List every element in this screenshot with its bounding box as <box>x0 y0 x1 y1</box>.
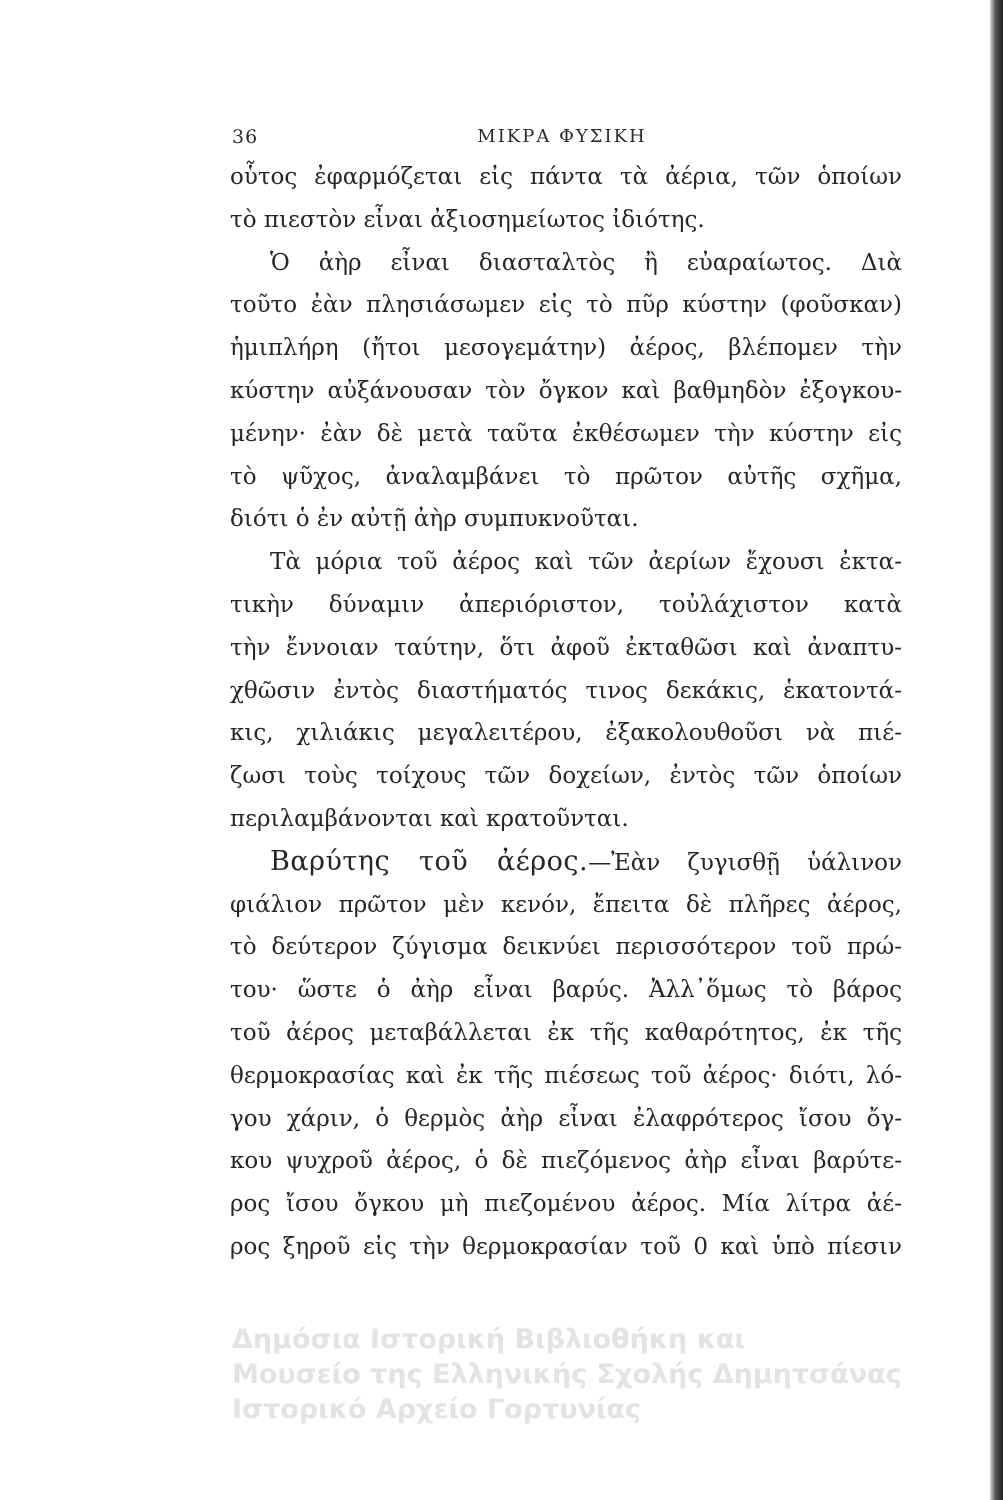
text-line: περιλαμβάνονται καὶ κρατοῦνται. <box>230 805 629 832</box>
library-watermark <box>232 1322 972 1427</box>
text-line: του· ὥστε ὁ ἀὴρ εἶναι βαρύς. Ἀλλ᾽ὅμως τὸ βάρος <box>230 977 902 1004</box>
text-line: ζωσι τοὺς τοίχους τῶν δοχείων, ἐντὸς τῶν ὁποίων <box>230 763 902 790</box>
watermark-line: Δημόσια Ιστορική Βιβλιοθήκη και <box>232 1324 745 1355</box>
text-line: τὸ δεύτερον ζύγισμα δεικνύει περισσότερον τοῦ πρώ- <box>230 934 902 961</box>
body-text <box>230 156 902 1269</box>
text-line: φιάλιον πρῶτον μὲν κενόν, ἔπειτα δὲ πλῆρες ἀέρος, <box>230 891 902 918</box>
section-heading: Βαρύτης τοῦ ἀέρος. <box>270 845 589 877</box>
paragraph-start-line: Ὁ ἀὴρ εἶναι διασταλτὸς ἢ εὐαραίωτος. Διὰ <box>270 249 902 276</box>
running-title: ΜΙΚΡΑ ΦΥΣΙΚΗ <box>477 126 647 147</box>
text-line: κις, χιλιάκις μεγαλειτέρου, ἐξακολουθοῦσι νὰ πιέ- <box>230 720 902 747</box>
page-edge-shadow <box>990 0 1003 1500</box>
text-line: οὗτος ἐφαρμόζεται εἰς πάντα τὰ ἀέρια, τῶν ὁποίων <box>230 164 902 190</box>
text-line: ρος ἴσου ὄγκου μὴ πιεζομένου ἀέρος. Μία λίτρα ἀέ- <box>230 1191 902 1218</box>
text-line: τὸ πιεστὸν εἶναι ἀξιοσημείωτος ἰδιότης. <box>230 206 705 233</box>
text-line: τὸ ψῦχος, ἀναλαμβάνει τὸ πρῶτον αὐτῆς σχῆμα, <box>230 463 902 490</box>
section-heading-line <box>230 841 902 884</box>
text-line: διότι ὁ ἐν αὐτῇ ἀὴρ συμπυκνοῦται. <box>230 506 639 533</box>
text-line: ρος ξηροῦ εἰς τὴν θερμοκρασίαν τοῦ 0 καὶ ὑπὸ πίεσιν <box>230 1233 902 1260</box>
text-line: τικὴν δύναμιν ἀπεριόριστον, τοὐλάχιστον κατὰ <box>230 591 902 618</box>
watermark-line: Μουσείο της Ελληνικής Σχολής Δημητσάνας <box>232 1359 902 1390</box>
text-line: τὴν ἔννοιαν ταύτην, ὅτι ἀφοῦ ἐκταθῶσι καὶ ἀναπτυ- <box>230 634 902 661</box>
watermark-line: Ιστορικό Αρχείο Γορτυνίας <box>232 1394 641 1425</box>
page-number: 36 <box>232 126 259 148</box>
text-line: γου χάριν, ὁ θερμὸς ἀὴρ εἶναι ἐλαφρότερος ἴσου ὄγ- <box>230 1105 902 1132</box>
paragraph-start-line: Τὰ μόρια τοῦ ἀέρος καὶ τῶν ἀερίων ἔχουσι ἐκτα- <box>270 549 902 576</box>
text-line: κου ψυχροῦ ἀέρος, ὁ δὲ πιεζόμενος ἀὴρ εἶναι βαρύτε- <box>230 1148 902 1175</box>
page-header <box>232 126 892 156</box>
text-line: χθῶσιν ἐντὸς διαστήματός τινος δεκάκις, ἑκατοντά- <box>230 677 902 704</box>
text-line: μένην· ἐὰν δὲ μετὰ ταῦτα ἐκθέσωμεν τὴν κύστην εἰς <box>230 420 902 447</box>
text-line: τοῦτο ἐὰν πλησιάσωμεν εἰς τὸ πῦρ κύστην (φοῦσκαν) <box>230 292 902 319</box>
text-line: κύστην αὐξάνουσαν τὸν ὄγκον καὶ βαθμηδὸν ἐξογκου- <box>230 377 902 404</box>
section-heading-continuation: —Ἐὰν ζυγισθῇ ὑάλινον <box>588 849 903 876</box>
text-line: ἡμιπλήρη (ἤτοι μεσογεμάτην) ἀέρος, βλέπομεν τὴν <box>230 335 902 362</box>
text-line: θερμοκρασίας καὶ ἐκ τῆς πιέσεως τοῦ ἀέρος· διότι, λό- <box>230 1062 902 1089</box>
text-line: τοῦ ἀέρος μεταβάλλεται ἐκ τῆς καθαρότητος, ἐκ τῆς <box>230 1019 902 1046</box>
